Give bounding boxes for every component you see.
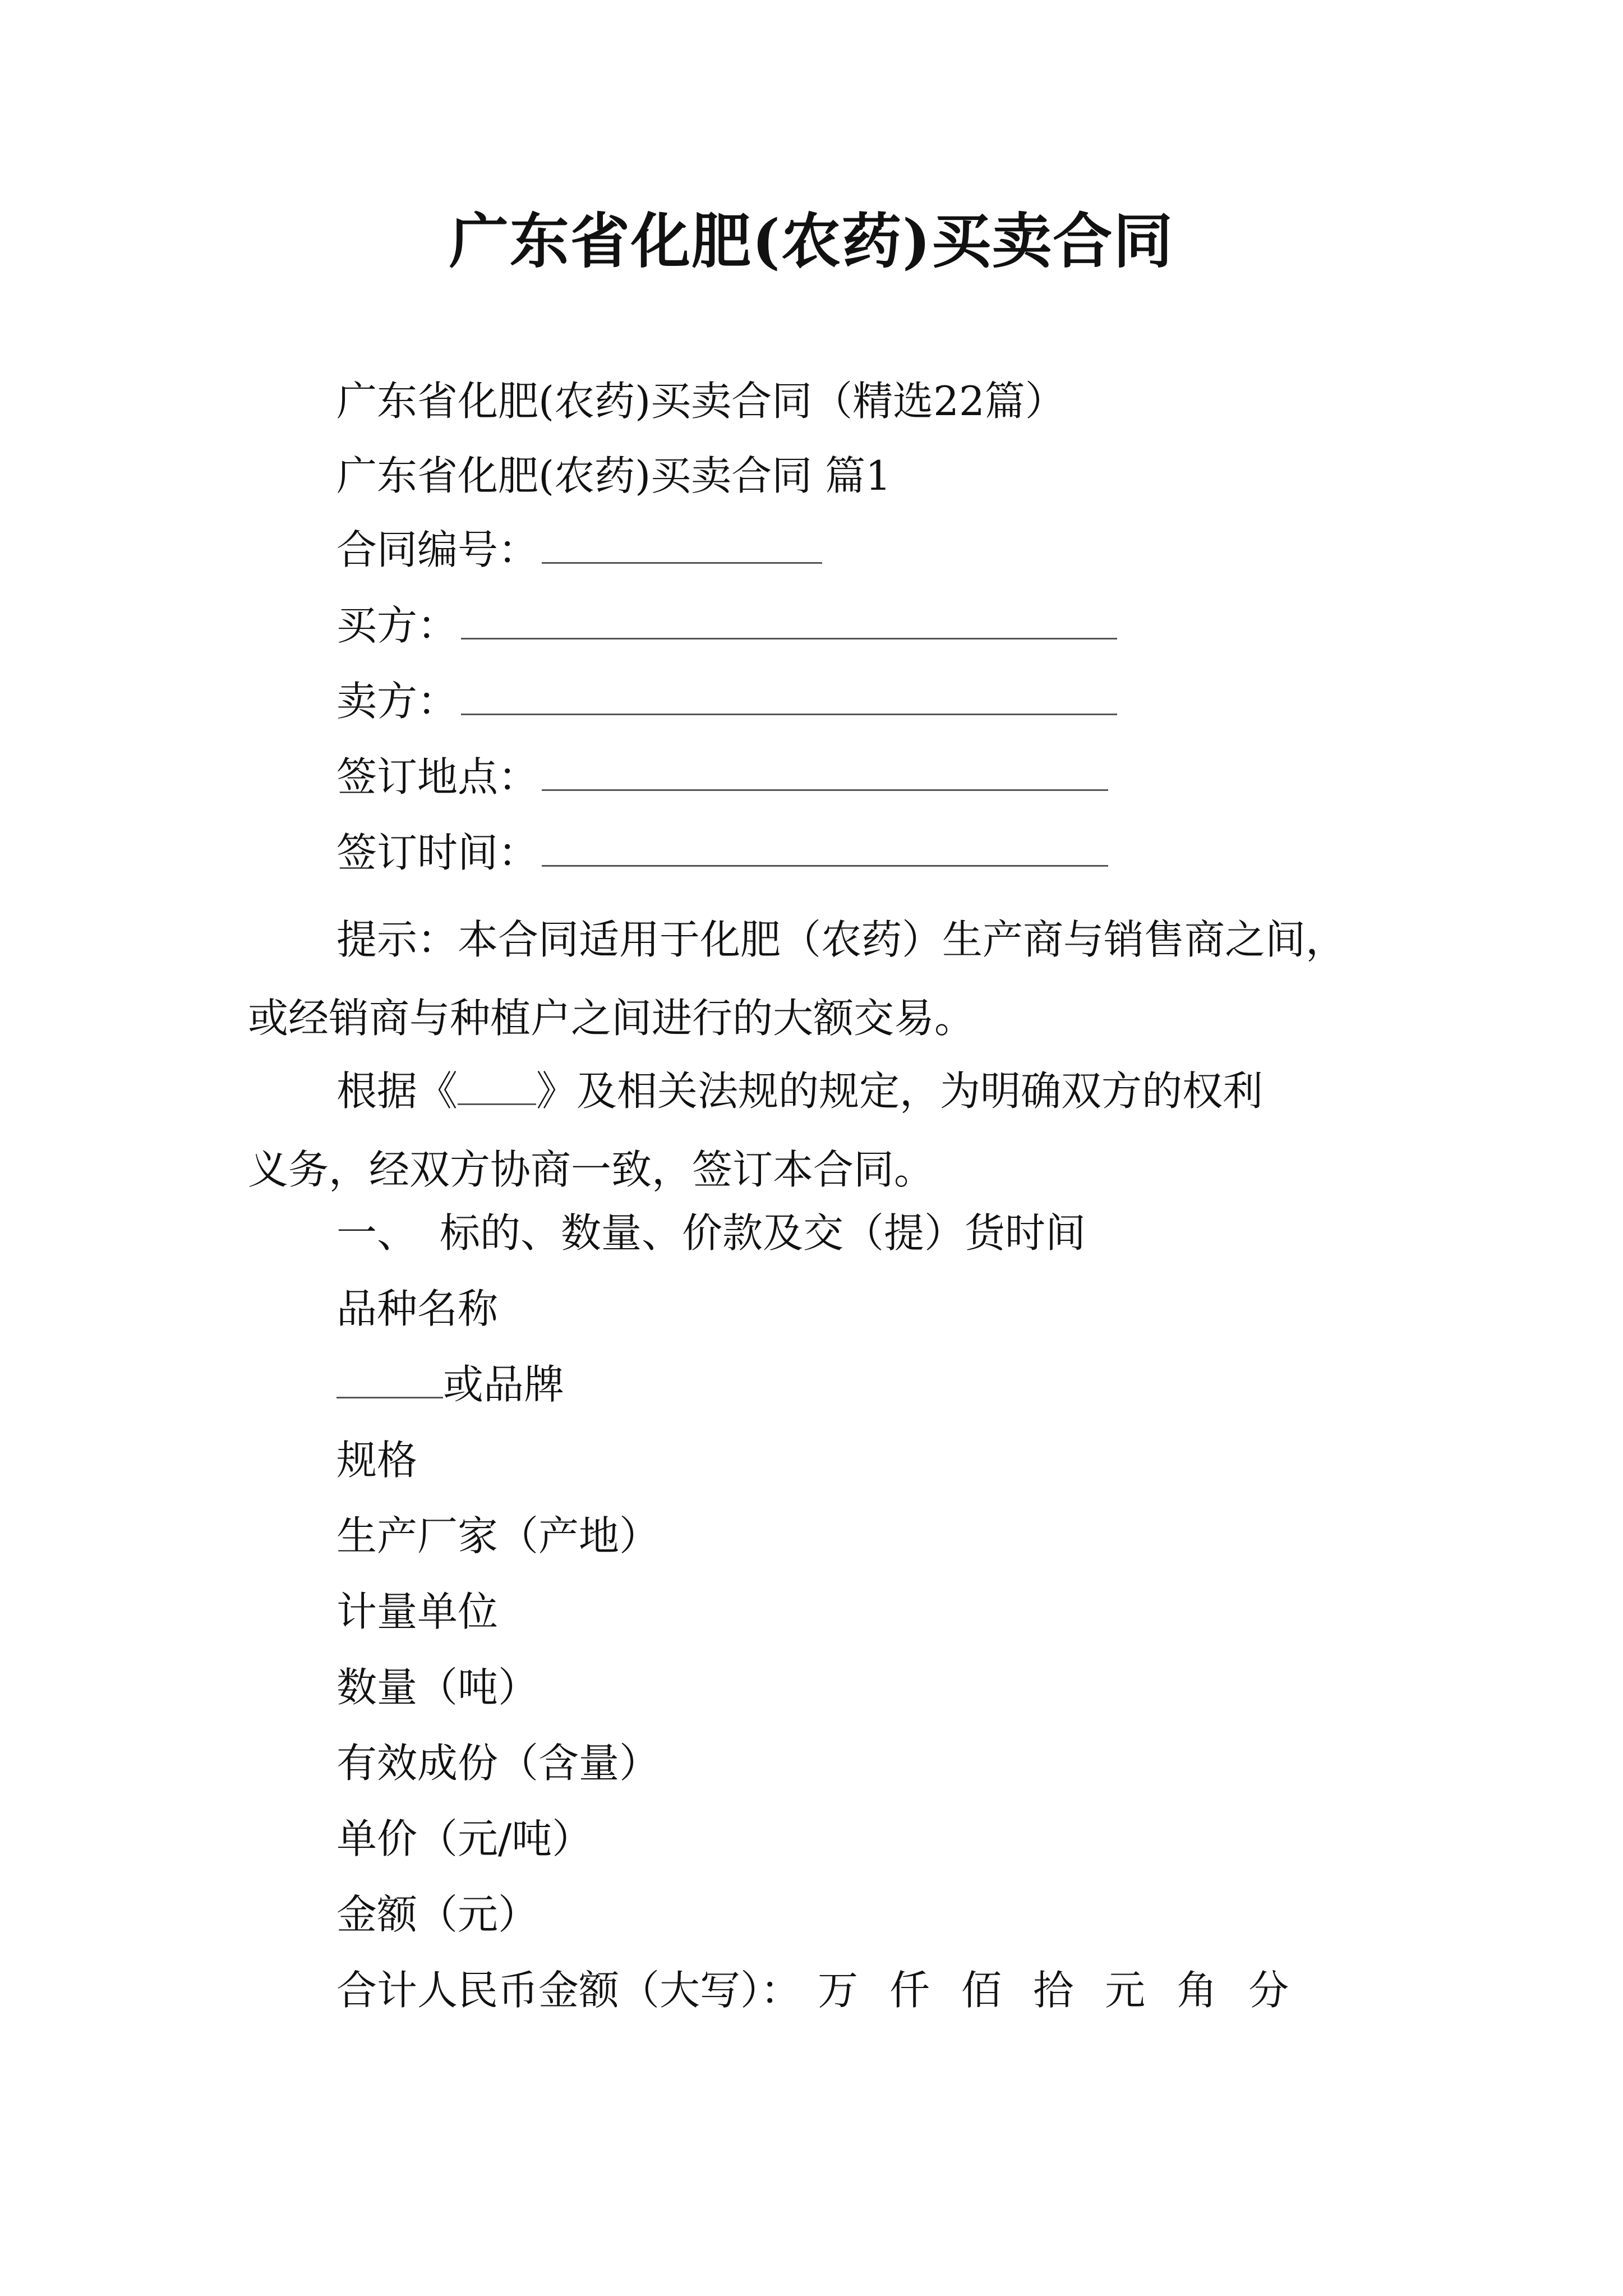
buyer-blank <box>461 603 1117 639</box>
seller-blank <box>461 679 1117 715</box>
sign-place-blank <box>542 754 1108 791</box>
item-quantity: 数量（吨） <box>336 1664 539 1711</box>
seller-row <box>336 673 1117 729</box>
tip-paragraph <box>248 900 1392 1057</box>
clause-1-number: 一、 <box>336 1209 418 1257</box>
law-name-blank <box>458 1069 536 1105</box>
item-brand: 或品牌 <box>443 1361 565 1408</box>
unit-bai: 佰 <box>961 1967 1002 2014</box>
total-amount-row <box>336 1962 1320 2018</box>
seller-label: 卖方： <box>336 678 458 725</box>
tip-line-2: 或经销商与种植户之间进行的大额交易。 <box>248 995 975 1042</box>
unit-shi: 拾 <box>1033 1967 1074 2014</box>
item-spec: 规格 <box>336 1437 418 1484</box>
basis-line-1b: 》及相关法规的规定，为明确双方的权利 <box>536 1068 1264 1115</box>
item-unit: 计量单位 <box>336 1588 499 1635</box>
clause-1-heading <box>336 1205 1086 1261</box>
clause-1-text: 标的、数量、价款及交（提）货时间 <box>440 1209 1086 1257</box>
contract-number-row <box>336 522 822 578</box>
brand-blank <box>336 1362 443 1398</box>
unit-wan: 万 <box>818 1967 859 2014</box>
sign-place-label: 签订地点： <box>336 753 539 800</box>
unit-fen: 分 <box>1248 1967 1289 2014</box>
item-manufacturer: 生产厂家（产地） <box>336 1512 660 1559</box>
section-heading: 广东省化肥(农药)买卖合同 篇1 <box>336 452 891 499</box>
unit-qian: 仟 <box>889 1967 930 2014</box>
unit-yuan: 元 <box>1105 1967 1146 2014</box>
basis-line-1a: 根据《 <box>336 1068 458 1115</box>
buyer-row <box>336 597 1117 654</box>
buyer-label: 买方： <box>336 602 458 649</box>
sign-time-row <box>336 825 1108 881</box>
item-amount: 金额（元） <box>336 1891 539 1938</box>
unit-jiao: 角 <box>1177 1967 1218 2014</box>
sign-place-row <box>336 749 1108 805</box>
contract-number-blank <box>542 527 822 564</box>
item-content: 有效成份（含量） <box>336 1740 660 1787</box>
item-brand-row <box>336 1356 564 1412</box>
contract-number-label: 合同编号： <box>336 526 539 573</box>
total-amount-label: 合计人民币金额（大写）： <box>336 1967 801 2014</box>
item-variety: 品种名称 <box>336 1285 499 1332</box>
document-subtitle: 广东省化肥(农药)买卖合同（精选22篇） <box>336 378 1066 425</box>
document-title: 广东省化肥(农药)买卖合同 <box>449 206 1174 276</box>
basis-paragraph <box>248 1052 1392 1209</box>
item-unit-price: 单价（元/吨） <box>336 1815 593 1862</box>
basis-line-2: 义务，经双方协商一致，签订本合同。 <box>248 1146 935 1193</box>
tip-line-1: 提示：本合同适用于化肥（农药）生产商与销售商之间， <box>336 916 1347 963</box>
sign-time-blank <box>542 830 1108 867</box>
sign-time-label: 签订时间： <box>336 829 539 876</box>
